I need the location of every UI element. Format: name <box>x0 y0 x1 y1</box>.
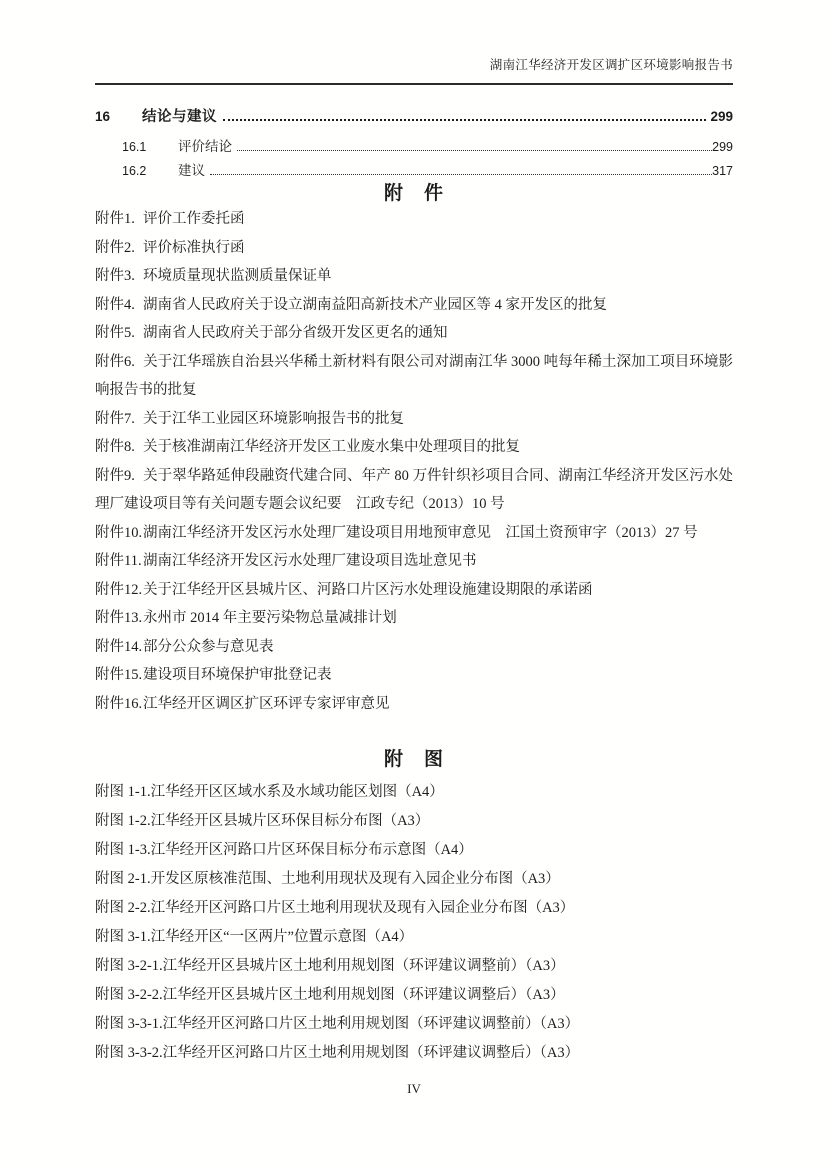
attachments-heading: 附 件 <box>383 183 444 204</box>
attachment-text: 关于翠华路延伸段融资代建合同、年产 80 万件针织衫项目合同、湖南江华经济开发区污水处理厂建设项目等有关问题专题会议纪要 江政专纪（2013）10 号 <box>95 467 733 512</box>
toc-number: 16.2 <box>122 164 147 178</box>
toc-title: 建议 <box>178 163 205 178</box>
attachment-item <box>95 633 733 662</box>
figure-item: 附图 3-3-1.江华经开区河路口片区土地利用规划图（环评建议调整前）（A3） <box>95 1016 580 1032</box>
toc-page-number: 317 <box>712 164 733 178</box>
attachment-text: 部分公众参与意见表 <box>143 638 274 655</box>
toc-page-number: 299 <box>712 140 733 154</box>
attachment-item <box>95 547 733 576</box>
attachment-item <box>95 234 733 263</box>
attachment-label: 附件4. <box>95 296 135 313</box>
attachment-text: 关于核准湖南江华经济开发区工业废水集中处理项目的批复 <box>143 439 520 455</box>
attachment-label: 附件11. <box>95 553 142 569</box>
page-number: IV <box>407 1081 421 1096</box>
attachment-text: 湖南江华经济开发区污水处理厂建设项目用地预审意见 江国土资预审字（2013）27 号 <box>143 524 698 541</box>
attachment-text: 建设项目环境保护审批登记表 <box>143 667 332 683</box>
attachment-text: 评价工作委托函 <box>143 211 245 227</box>
attachment-item <box>95 291 733 320</box>
attachment-item <box>95 604 733 633</box>
figure-item: 附图 3-1.江华经开区“一区两片”位置示意图（A4） <box>95 929 414 945</box>
toc-title: 结论与建议 <box>142 109 217 125</box>
toc-entry-16-1 <box>95 139 733 155</box>
toc-leader-dots <box>223 119 706 121</box>
attachment-label: 附件2. <box>95 239 135 256</box>
figures-list <box>95 778 733 1068</box>
attachment-item <box>95 348 733 405</box>
attachment-text: 江华经开区调区扩区环评专家评审意见 <box>143 695 390 712</box>
figure-item: 附图 1-3.江华经开区河路口片区环保目标分布示意图（A4） <box>95 842 473 858</box>
attachment-text: 湖南江华经济开发区污水处理厂建设项目选址意见书 <box>143 553 477 569</box>
figure-item: 附图 3-3-2.江华经开区河路口片区土地利用规划图（环评建议调整后）（A3） <box>95 1045 580 1061</box>
toc-number: 16.1 <box>122 140 147 154</box>
attachment-label: 附件7. <box>95 410 135 427</box>
figure-item: 附图 2-1.开发区原核准范围、土地利用现状及现有入园企业分布图（A3） <box>95 871 560 887</box>
attachment-item <box>95 576 733 605</box>
attachment-label: 附件5. <box>95 325 135 341</box>
attachment-text: 关于江华瑶族自治县兴华稀土新材料有限公司对湖南江华 3000 吨每年稀土深加工项目环境影响报告书的批复 <box>95 353 733 398</box>
attachment-text: 湖南省人民政府关于部分省级开发区更名的通知 <box>143 325 448 341</box>
toc-number: 16 <box>95 109 111 124</box>
attachment-text: 评价标准执行函 <box>143 239 245 256</box>
attachments-list <box>95 205 733 718</box>
toc-entry-16 <box>95 108 733 126</box>
toc-entry-16-2 <box>95 163 733 179</box>
attachment-text: 湖南省人民政府关于设立湖南益阳高新技术产业园区等 4 家开发区的批复 <box>143 296 607 313</box>
attachment-item <box>95 262 733 291</box>
attachment-item <box>95 661 733 690</box>
figures-heading: 附 图 <box>383 749 444 770</box>
figure-item: 附图 3-2-2.江华经开区县城片区土地利用规划图（环评建议调整后）（A3） <box>95 987 565 1003</box>
attachment-label: 附件6. <box>95 353 135 370</box>
page-footer <box>95 1080 733 1098</box>
page-header <box>95 57 733 85</box>
attachment-text: 关于江华工业园区环境影响报告书的批复 <box>143 410 404 427</box>
attachment-text: 永州市 2014 年主要污染物总量减排计划 <box>143 610 397 626</box>
header-rule <box>95 83 733 85</box>
attachment-item <box>95 319 733 348</box>
attachment-label: 附件1. <box>95 211 135 227</box>
attachment-label: 附件9. <box>95 467 135 484</box>
figure-item: 附图 3-2-1.江华经开区县城片区土地利用规划图（环评建议调整前）（A3） <box>95 958 565 974</box>
toc-leader-dots <box>210 174 712 175</box>
toc-section <box>95 108 733 179</box>
attachment-label: 附件3. <box>95 268 135 284</box>
attachment-item <box>95 519 733 548</box>
attachment-text: 关于江华经开区县城片区、河路口片区污水处理设施建设期限的承诺函 <box>143 581 593 598</box>
attachment-label: 附件16. <box>95 695 143 712</box>
attachment-text: 环境质量现状监测质量保证单 <box>143 268 332 284</box>
attachment-label: 附件15. <box>95 667 143 683</box>
toc-leader-dots <box>237 150 712 151</box>
figure-item: 附图 1-1.江华经开区区域水系及水域功能区划图（A4） <box>95 784 444 800</box>
attachment-label: 附件13. <box>95 610 143 626</box>
attachment-label: 附件8. <box>95 439 135 455</box>
attachment-item <box>95 405 733 434</box>
attachment-item <box>95 433 733 462</box>
header-title: 湖南江华经济开发区调扩区环境影响报告书 <box>489 58 733 72</box>
attachment-item <box>95 205 733 234</box>
attachment-label: 附件10. <box>95 524 143 541</box>
figure-item: 附图 2-2.江华经开区河路口片区土地利用现状及现有入园企业分布图（A3） <box>95 900 575 916</box>
toc-page-number: 299 <box>710 109 733 124</box>
toc-title: 评价结论 <box>178 139 232 154</box>
attachment-label: 附件14. <box>95 638 143 655</box>
attachment-item <box>95 690 733 719</box>
figure-item: 附图 1-2.江华经开区县城片区环保目标分布图（A3） <box>95 813 430 829</box>
attachment-item <box>95 462 733 519</box>
attachment-label: 附件12. <box>95 581 143 598</box>
